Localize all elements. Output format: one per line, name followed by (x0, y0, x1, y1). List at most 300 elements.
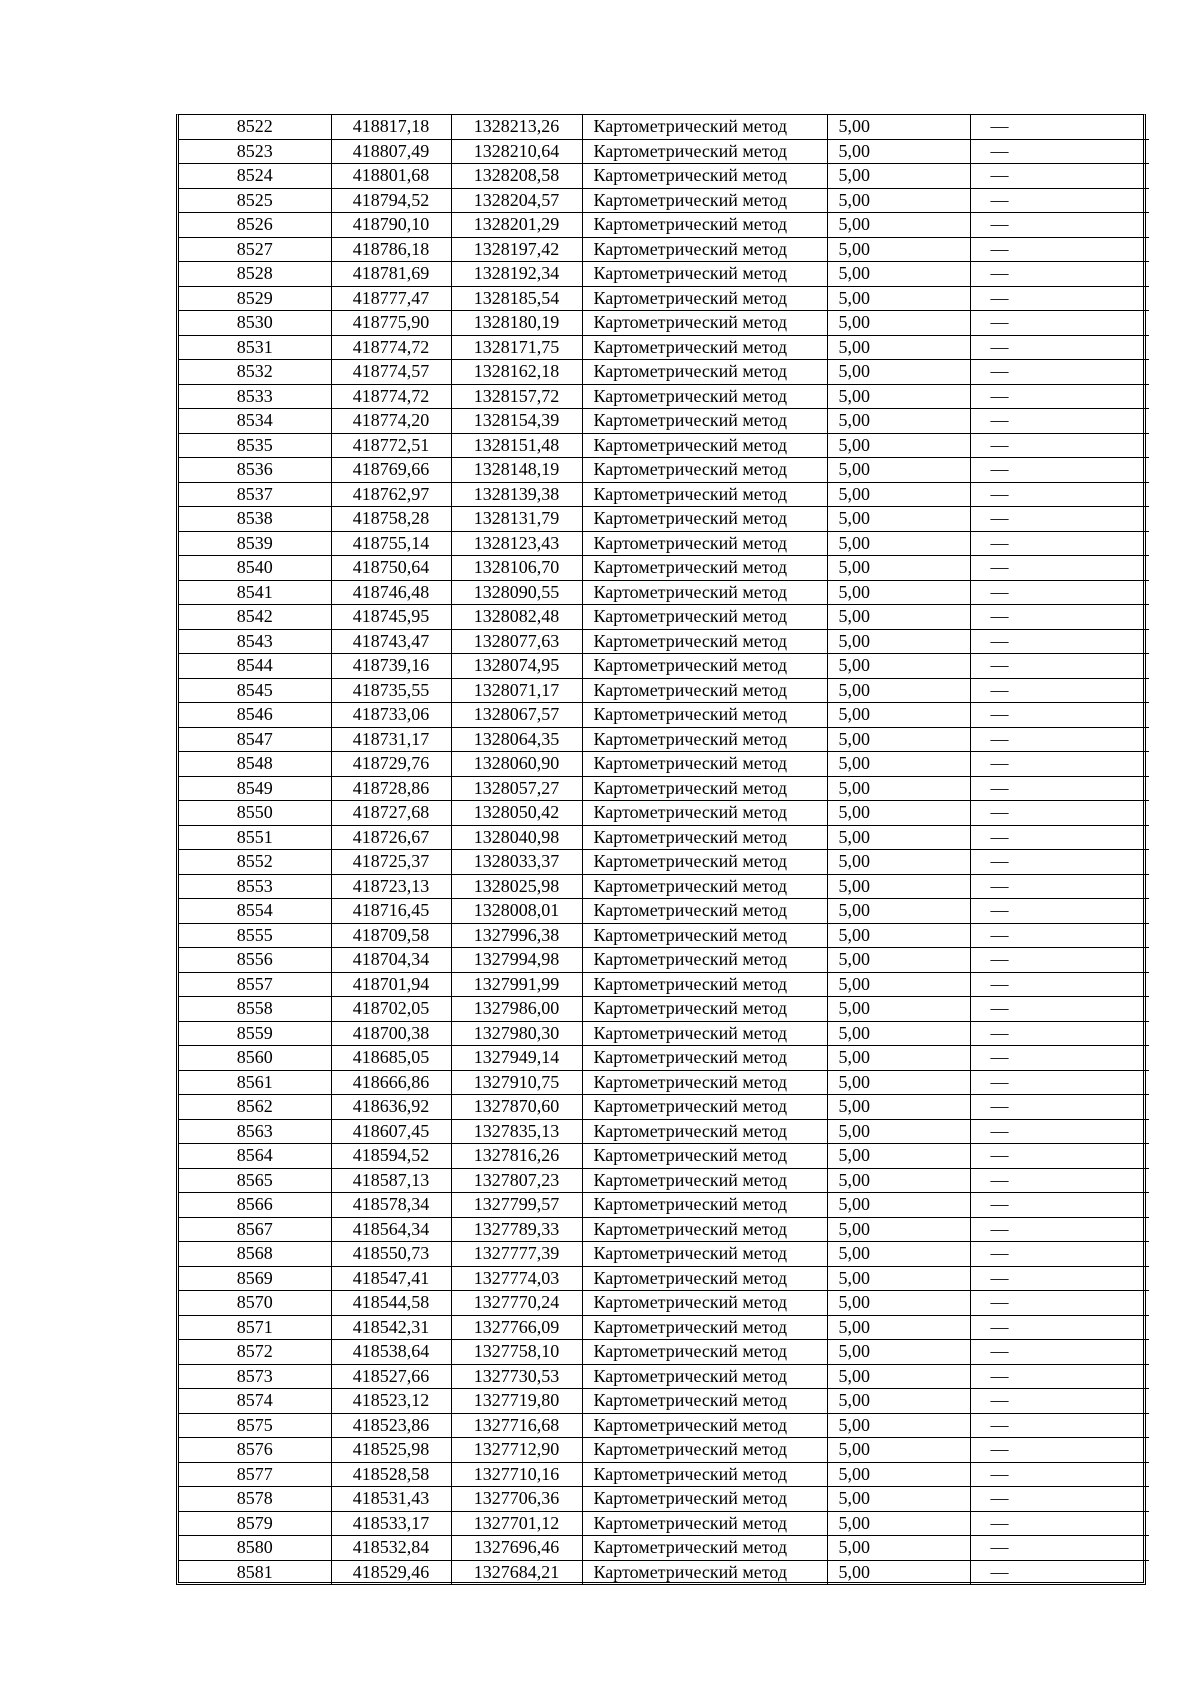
x-coordinate-cell: 418704,34 (331, 948, 451, 973)
description-cell: — (970, 997, 1149, 1022)
method-cell: Картометрический метод (582, 1462, 827, 1487)
y-coordinate-cell: 1328151,48 (451, 433, 582, 458)
table-row (179, 1413, 1149, 1438)
y-coordinate-cell: 1327816,26 (451, 1144, 582, 1169)
method-cell: Картометрический метод (582, 1511, 827, 1536)
accuracy-cell: 5,00 (827, 1070, 970, 1095)
accuracy-cell: 5,00 (827, 507, 970, 532)
method-cell: Картометрический метод (582, 556, 827, 581)
y-coordinate-cell: 1327696,46 (451, 1536, 582, 1561)
y-coordinate-cell: 1327712,90 (451, 1438, 582, 1463)
method-cell: Картометрический метод (582, 1487, 827, 1512)
table-row (179, 237, 1149, 262)
table-row (179, 1046, 1149, 1071)
y-coordinate-cell: 1328033,37 (451, 850, 582, 875)
accuracy-cell: 5,00 (827, 556, 970, 581)
accuracy-cell: 5,00 (827, 825, 970, 850)
method-cell: Картометрический метод (582, 801, 827, 826)
y-coordinate-cell: 1327799,57 (451, 1193, 582, 1218)
accuracy-cell: 5,00 (827, 972, 970, 997)
description-cell: — (970, 801, 1149, 826)
table-row (179, 1217, 1149, 1242)
accuracy-cell: 5,00 (827, 850, 970, 875)
point-number-cell: 8539 (179, 531, 331, 556)
accuracy-cell: 5,00 (827, 1389, 970, 1414)
table-row (179, 262, 1149, 287)
method-cell: Картометрический метод (582, 139, 827, 164)
description-cell: — (970, 850, 1149, 875)
method-cell: Картометрический метод (582, 874, 827, 899)
method-cell: Картометрический метод (582, 850, 827, 875)
description-cell: — (970, 139, 1149, 164)
description-cell: — (970, 384, 1149, 409)
x-coordinate-cell: 418786,18 (331, 237, 451, 262)
method-cell: Картометрический метод (582, 1364, 827, 1389)
method-cell: Картометрический метод (582, 629, 827, 654)
table-row (179, 409, 1149, 434)
description-cell: — (970, 874, 1149, 899)
point-number-cell: 8546 (179, 703, 331, 728)
table-row (179, 213, 1149, 238)
method-cell: Картометрический метод (582, 899, 827, 924)
method-cell: Картометрический метод (582, 923, 827, 948)
method-cell: Картометрический метод (582, 580, 827, 605)
y-coordinate-cell: 1328201,29 (451, 213, 582, 238)
point-number-cell: 8550 (179, 801, 331, 826)
y-coordinate-cell: 1328162,18 (451, 360, 582, 385)
point-number-cell: 8570 (179, 1291, 331, 1316)
x-coordinate-cell: 418532,84 (331, 1536, 451, 1561)
method-cell: Картометрический метод (582, 531, 827, 556)
y-coordinate-cell: 1327777,39 (451, 1242, 582, 1267)
x-coordinate-cell: 418702,05 (331, 997, 451, 1022)
x-coordinate-cell: 418733,06 (331, 703, 451, 728)
y-coordinate-cell: 1327910,75 (451, 1070, 582, 1095)
description-cell: — (970, 1021, 1149, 1046)
description-cell: — (970, 1046, 1149, 1071)
y-coordinate-cell: 1327770,24 (451, 1291, 582, 1316)
method-cell: Картометрический метод (582, 164, 827, 189)
method-cell: Картометрический метод (582, 237, 827, 262)
x-coordinate-cell: 418529,46 (331, 1560, 451, 1584)
accuracy-cell: 5,00 (827, 1413, 970, 1438)
y-coordinate-cell: 1328204,57 (451, 188, 582, 213)
description-cell: — (970, 948, 1149, 973)
description-cell: — (970, 1291, 1149, 1316)
point-number-cell: 8543 (179, 629, 331, 654)
y-coordinate-cell: 1328154,39 (451, 409, 582, 434)
method-cell: Картометрический метод (582, 997, 827, 1022)
accuracy-cell: 5,00 (827, 1168, 970, 1193)
point-number-cell: 8559 (179, 1021, 331, 1046)
method-cell: Картометрический метод (582, 776, 827, 801)
point-number-cell: 8552 (179, 850, 331, 875)
x-coordinate-cell: 418774,20 (331, 409, 451, 434)
table-row (179, 115, 1149, 139)
table-row (179, 801, 1149, 826)
description-cell: — (970, 1389, 1149, 1414)
method-cell: Картометрический метод (582, 1119, 827, 1144)
accuracy-cell: 5,00 (827, 727, 970, 752)
accuracy-cell: 5,00 (827, 458, 970, 483)
point-number-cell: 8569 (179, 1266, 331, 1291)
description-cell: — (970, 311, 1149, 336)
method-cell: Картометрический метод (582, 1389, 827, 1414)
point-number-cell: 8573 (179, 1364, 331, 1389)
description-cell: — (970, 556, 1149, 581)
accuracy-cell: 5,00 (827, 1021, 970, 1046)
description-cell: — (970, 433, 1149, 458)
accuracy-cell: 5,00 (827, 580, 970, 605)
description-cell: — (970, 923, 1149, 948)
table-row (179, 335, 1149, 360)
x-coordinate-cell: 418607,45 (331, 1119, 451, 1144)
table-row (179, 1438, 1149, 1463)
y-coordinate-cell: 1328139,38 (451, 482, 582, 507)
accuracy-cell: 5,00 (827, 629, 970, 654)
point-number-cell: 8541 (179, 580, 331, 605)
x-coordinate-cell: 418758,28 (331, 507, 451, 532)
point-number-cell: 8536 (179, 458, 331, 483)
description-cell: — (970, 1168, 1149, 1193)
point-number-cell: 8535 (179, 433, 331, 458)
point-number-cell: 8540 (179, 556, 331, 581)
x-coordinate-cell: 418726,67 (331, 825, 451, 850)
y-coordinate-cell: 1328148,19 (451, 458, 582, 483)
y-coordinate-cell: 1328064,35 (451, 727, 582, 752)
method-cell: Картометрический метод (582, 1340, 827, 1365)
accuracy-cell: 5,00 (827, 1266, 970, 1291)
point-number-cell: 8545 (179, 678, 331, 703)
x-coordinate-cell: 418523,86 (331, 1413, 451, 1438)
accuracy-cell: 5,00 (827, 237, 970, 262)
x-coordinate-cell: 418729,76 (331, 752, 451, 777)
x-coordinate-cell: 418817,18 (331, 115, 451, 139)
method-cell: Картометрический метод (582, 1144, 827, 1169)
accuracy-cell: 5,00 (827, 1119, 970, 1144)
table-row (179, 654, 1149, 679)
method-cell: Картометрический метод (582, 1266, 827, 1291)
y-coordinate-cell: 1328213,26 (451, 115, 582, 139)
accuracy-cell: 5,00 (827, 776, 970, 801)
method-cell: Картометрический метод (582, 703, 827, 728)
y-coordinate-cell: 1328060,90 (451, 752, 582, 777)
table-row (179, 1070, 1149, 1095)
method-cell: Картометрический метод (582, 188, 827, 213)
table-row (179, 1119, 1149, 1144)
description-cell: — (970, 899, 1149, 924)
method-cell: Картометрический метод (582, 1217, 827, 1242)
accuracy-cell: 5,00 (827, 1536, 970, 1561)
x-coordinate-cell: 418685,05 (331, 1046, 451, 1071)
description-cell: — (970, 654, 1149, 679)
accuracy-cell: 5,00 (827, 188, 970, 213)
method-cell: Картометрический метод (582, 335, 827, 360)
description-cell: — (970, 360, 1149, 385)
description-cell: — (970, 1315, 1149, 1340)
table-row (179, 531, 1149, 556)
x-coordinate-cell: 418739,16 (331, 654, 451, 679)
y-coordinate-cell: 1327719,80 (451, 1389, 582, 1414)
description-cell: — (970, 507, 1149, 532)
method-cell: Картометрический метод (582, 360, 827, 385)
accuracy-cell: 5,00 (827, 139, 970, 164)
x-coordinate-cell: 418731,17 (331, 727, 451, 752)
x-coordinate-cell: 418745,95 (331, 605, 451, 630)
point-number-cell: 8542 (179, 605, 331, 630)
coordinates-table-container (176, 114, 1146, 1585)
description-cell: — (970, 335, 1149, 360)
y-coordinate-cell: 1327986,00 (451, 997, 582, 1022)
method-cell: Картометрический метод (582, 482, 827, 507)
method-cell: Картометрический метод (582, 286, 827, 311)
y-coordinate-cell: 1327766,09 (451, 1315, 582, 1340)
accuracy-cell: 5,00 (827, 948, 970, 973)
description-cell: — (970, 1144, 1149, 1169)
point-number-cell: 8549 (179, 776, 331, 801)
table-row (179, 1242, 1149, 1267)
method-cell: Картометрический метод (582, 507, 827, 532)
x-coordinate-cell: 418527,66 (331, 1364, 451, 1389)
y-coordinate-cell: 1327807,23 (451, 1168, 582, 1193)
point-number-cell: 8530 (179, 311, 331, 336)
y-coordinate-cell: 1328171,75 (451, 335, 582, 360)
table-row (179, 507, 1149, 532)
point-number-cell: 8548 (179, 752, 331, 777)
point-number-cell: 8538 (179, 507, 331, 532)
accuracy-cell: 5,00 (827, 384, 970, 409)
x-coordinate-cell: 418725,37 (331, 850, 451, 875)
description-cell: — (970, 1560, 1149, 1584)
y-coordinate-cell: 1328123,43 (451, 531, 582, 556)
method-cell: Картометрический метод (582, 948, 827, 973)
point-number-cell: 8560 (179, 1046, 331, 1071)
table-row (179, 1266, 1149, 1291)
table-row (179, 678, 1149, 703)
accuracy-cell: 5,00 (827, 1315, 970, 1340)
description-cell: — (970, 580, 1149, 605)
accuracy-cell: 5,00 (827, 899, 970, 924)
x-coordinate-cell: 418525,98 (331, 1438, 451, 1463)
accuracy-cell: 5,00 (827, 752, 970, 777)
table-row (179, 1291, 1149, 1316)
y-coordinate-cell: 1327835,13 (451, 1119, 582, 1144)
accuracy-cell: 5,00 (827, 1511, 970, 1536)
x-coordinate-cell: 418594,52 (331, 1144, 451, 1169)
point-number-cell: 8564 (179, 1144, 331, 1169)
point-number-cell: 8526 (179, 213, 331, 238)
method-cell: Картометрический метод (582, 727, 827, 752)
accuracy-cell: 5,00 (827, 164, 970, 189)
description-cell: — (970, 1193, 1149, 1218)
y-coordinate-cell: 1328208,58 (451, 164, 582, 189)
point-number-cell: 8572 (179, 1340, 331, 1365)
x-coordinate-cell: 418728,86 (331, 776, 451, 801)
table-row (179, 997, 1149, 1022)
table-row (179, 703, 1149, 728)
description-cell: — (970, 1119, 1149, 1144)
table-row (179, 972, 1149, 997)
description-cell: — (970, 972, 1149, 997)
y-coordinate-cell: 1327980,30 (451, 1021, 582, 1046)
point-number-cell: 8561 (179, 1070, 331, 1095)
table-row (179, 360, 1149, 385)
point-number-cell: 8529 (179, 286, 331, 311)
accuracy-cell: 5,00 (827, 997, 970, 1022)
x-coordinate-cell: 418544,58 (331, 1291, 451, 1316)
table-row (179, 948, 1149, 973)
table-row (179, 727, 1149, 752)
method-cell: Картометрический метод (582, 605, 827, 630)
point-number-cell: 8533 (179, 384, 331, 409)
table-row (179, 1364, 1149, 1389)
x-coordinate-cell: 418533,17 (331, 1511, 451, 1536)
method-cell: Картометрический метод (582, 1168, 827, 1193)
x-coordinate-cell: 418777,47 (331, 286, 451, 311)
table-row (179, 776, 1149, 801)
description-cell: — (970, 752, 1149, 777)
y-coordinate-cell: 1327996,38 (451, 923, 582, 948)
description-cell: — (970, 115, 1149, 139)
accuracy-cell: 5,00 (827, 433, 970, 458)
accuracy-cell: 5,00 (827, 923, 970, 948)
description-cell: — (970, 1364, 1149, 1389)
point-number-cell: 8544 (179, 654, 331, 679)
table-row (179, 139, 1149, 164)
method-cell: Картометрический метод (582, 1242, 827, 1267)
y-coordinate-cell: 1327701,12 (451, 1511, 582, 1536)
y-coordinate-cell: 1328067,57 (451, 703, 582, 728)
y-coordinate-cell: 1327949,14 (451, 1046, 582, 1071)
x-coordinate-cell: 418701,94 (331, 972, 451, 997)
y-coordinate-cell: 1328008,01 (451, 899, 582, 924)
point-number-cell: 8527 (179, 237, 331, 262)
description-cell: — (970, 1536, 1149, 1561)
table-row (179, 384, 1149, 409)
method-cell: Картометрический метод (582, 1095, 827, 1120)
y-coordinate-cell: 1327789,33 (451, 1217, 582, 1242)
y-coordinate-cell: 1328082,48 (451, 605, 582, 630)
accuracy-cell: 5,00 (827, 1364, 970, 1389)
accuracy-cell: 5,00 (827, 262, 970, 287)
point-number-cell: 8566 (179, 1193, 331, 1218)
x-coordinate-cell: 418790,10 (331, 213, 451, 238)
accuracy-cell: 5,00 (827, 654, 970, 679)
point-number-cell: 8562 (179, 1095, 331, 1120)
y-coordinate-cell: 1328077,63 (451, 629, 582, 654)
description-cell: — (970, 825, 1149, 850)
x-coordinate-cell: 418774,72 (331, 384, 451, 409)
accuracy-cell: 5,00 (827, 678, 970, 703)
table-row (179, 1340, 1149, 1365)
description-cell: — (970, 531, 1149, 556)
x-coordinate-cell: 418716,45 (331, 899, 451, 924)
table-row (179, 1193, 1149, 1218)
accuracy-cell: 5,00 (827, 360, 970, 385)
x-coordinate-cell: 418523,12 (331, 1389, 451, 1414)
point-number-cell: 8528 (179, 262, 331, 287)
accuracy-cell: 5,00 (827, 531, 970, 556)
table-row (179, 286, 1149, 311)
x-coordinate-cell: 418769,66 (331, 458, 451, 483)
table-row (179, 825, 1149, 850)
x-coordinate-cell: 418807,49 (331, 139, 451, 164)
y-coordinate-cell: 1327706,36 (451, 1487, 582, 1512)
method-cell: Картометрический метод (582, 1413, 827, 1438)
x-coordinate-cell: 418775,90 (331, 311, 451, 336)
x-coordinate-cell: 418774,57 (331, 360, 451, 385)
point-number-cell: 8555 (179, 923, 331, 948)
method-cell: Картометрический метод (582, 1315, 827, 1340)
point-number-cell: 8551 (179, 825, 331, 850)
description-cell: — (970, 1340, 1149, 1365)
table-row (179, 752, 1149, 777)
y-coordinate-cell: 1327870,60 (451, 1095, 582, 1120)
table-row (179, 188, 1149, 213)
table-row (179, 311, 1149, 336)
method-cell: Картометрический метод (582, 433, 827, 458)
y-coordinate-cell: 1328131,79 (451, 507, 582, 532)
method-cell: Картометрический метод (582, 1070, 827, 1095)
x-coordinate-cell: 418542,31 (331, 1315, 451, 1340)
description-cell: — (970, 188, 1149, 213)
table-row (179, 164, 1149, 189)
point-number-cell: 8557 (179, 972, 331, 997)
y-coordinate-cell: 1328157,72 (451, 384, 582, 409)
accuracy-cell: 5,00 (827, 286, 970, 311)
description-cell: — (970, 482, 1149, 507)
table-row (179, 1389, 1149, 1414)
description-cell: — (970, 1095, 1149, 1120)
method-cell: Картометрический метод (582, 213, 827, 238)
x-coordinate-cell: 418636,92 (331, 1095, 451, 1120)
x-coordinate-cell: 418528,58 (331, 1462, 451, 1487)
accuracy-cell: 5,00 (827, 1193, 970, 1218)
description-cell: — (970, 1217, 1149, 1242)
y-coordinate-cell: 1327758,10 (451, 1340, 582, 1365)
description-cell: — (970, 727, 1149, 752)
accuracy-cell: 5,00 (827, 605, 970, 630)
y-coordinate-cell: 1328106,70 (451, 556, 582, 581)
accuracy-cell: 5,00 (827, 703, 970, 728)
table-row (179, 580, 1149, 605)
description-cell: — (970, 409, 1149, 434)
accuracy-cell: 5,00 (827, 409, 970, 434)
x-coordinate-cell: 418781,69 (331, 262, 451, 287)
x-coordinate-cell: 418587,13 (331, 1168, 451, 1193)
table-row (179, 482, 1149, 507)
point-number-cell: 8563 (179, 1119, 331, 1144)
x-coordinate-cell: 418550,73 (331, 1242, 451, 1267)
method-cell: Картометрический метод (582, 1021, 827, 1046)
y-coordinate-cell: 1328180,19 (451, 311, 582, 336)
table-row (179, 850, 1149, 875)
table-row (179, 433, 1149, 458)
accuracy-cell: 5,00 (827, 1487, 970, 1512)
accuracy-cell: 5,00 (827, 1046, 970, 1071)
y-coordinate-cell: 1327991,99 (451, 972, 582, 997)
point-number-cell: 8525 (179, 188, 331, 213)
method-cell: Картометрический метод (582, 1291, 827, 1316)
accuracy-cell: 5,00 (827, 1340, 970, 1365)
y-coordinate-cell: 1328025,98 (451, 874, 582, 899)
table-row (179, 1560, 1149, 1584)
method-cell: Картометрический метод (582, 1536, 827, 1561)
y-coordinate-cell: 1328050,42 (451, 801, 582, 826)
point-number-cell: 8581 (179, 1560, 331, 1584)
point-number-cell: 8576 (179, 1438, 331, 1463)
y-coordinate-cell: 1327684,21 (451, 1560, 582, 1584)
